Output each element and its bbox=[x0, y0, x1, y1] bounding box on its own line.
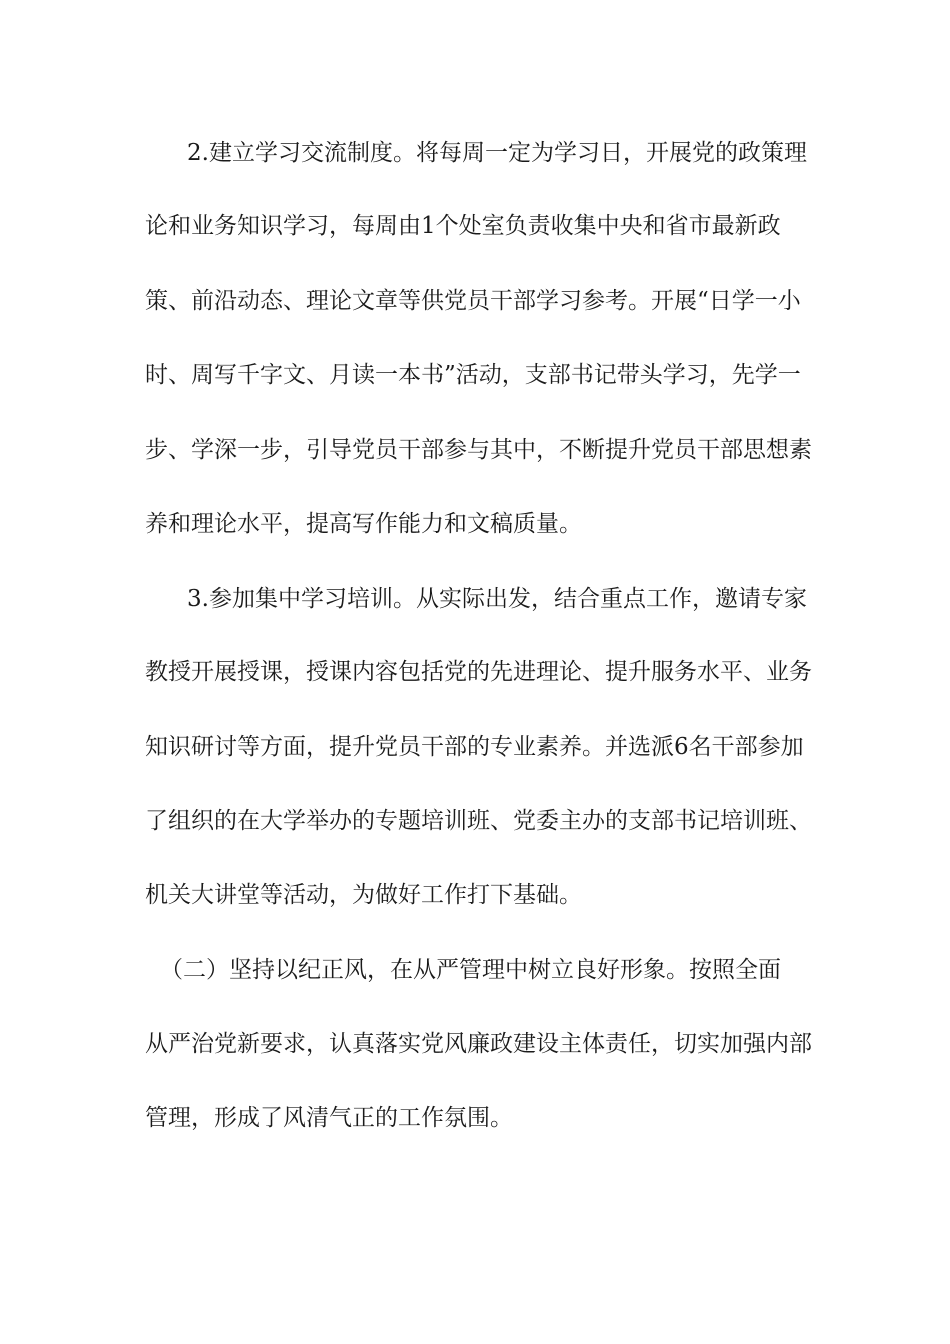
text-line: 教授开展授课，授课内容包括党的先进理论、提升服务水平、业务 bbox=[145, 659, 812, 685]
text-line: 策、前沿动态、理论文章等供党员干部学习参考。开展“日学一小 bbox=[145, 288, 801, 314]
text-line: （二）坚持以纪正风，在从严管理中树立良好形象。按照全面 bbox=[160, 957, 781, 983]
text-line: 养和理论水平，提高写作能力和文稿质量。 bbox=[145, 511, 582, 537]
text-line: 论和业务知识学习，每周由1个处室负责收集中央和省市最新政 bbox=[145, 213, 781, 239]
text-line: 步、学深一步，引导党员干部参与其中，不断提升党员干部思想素 bbox=[145, 437, 812, 463]
text-line: 3.参加集中学习培训。从实际出发，结合重点工作，邀请专家 bbox=[187, 586, 807, 612]
text-line: 了组织的在大学举办的专题培训班、党委主办的支部书记培训班、 bbox=[145, 808, 812, 834]
text-line: 2.建立学习交流制度。将每周一定为学习日，开展党的政策理 bbox=[187, 140, 807, 166]
text-line: 从严治党新要求，认真落实党风廉政建设主体责任，切实加强内部 bbox=[145, 1031, 812, 1057]
text-line: 管理，形成了风清气正的工作氛围。 bbox=[145, 1105, 513, 1131]
text-line: 知识研讨等方面，提升党员干部的专业素养。并选派6名干部参加 bbox=[145, 734, 804, 760]
text-line: 时、周写千字文、月读一本书”活动，支部书记带头学习，先学一 bbox=[145, 362, 801, 388]
text-line: 机关大讲堂等活动，为做好工作打下基础。 bbox=[145, 882, 582, 908]
